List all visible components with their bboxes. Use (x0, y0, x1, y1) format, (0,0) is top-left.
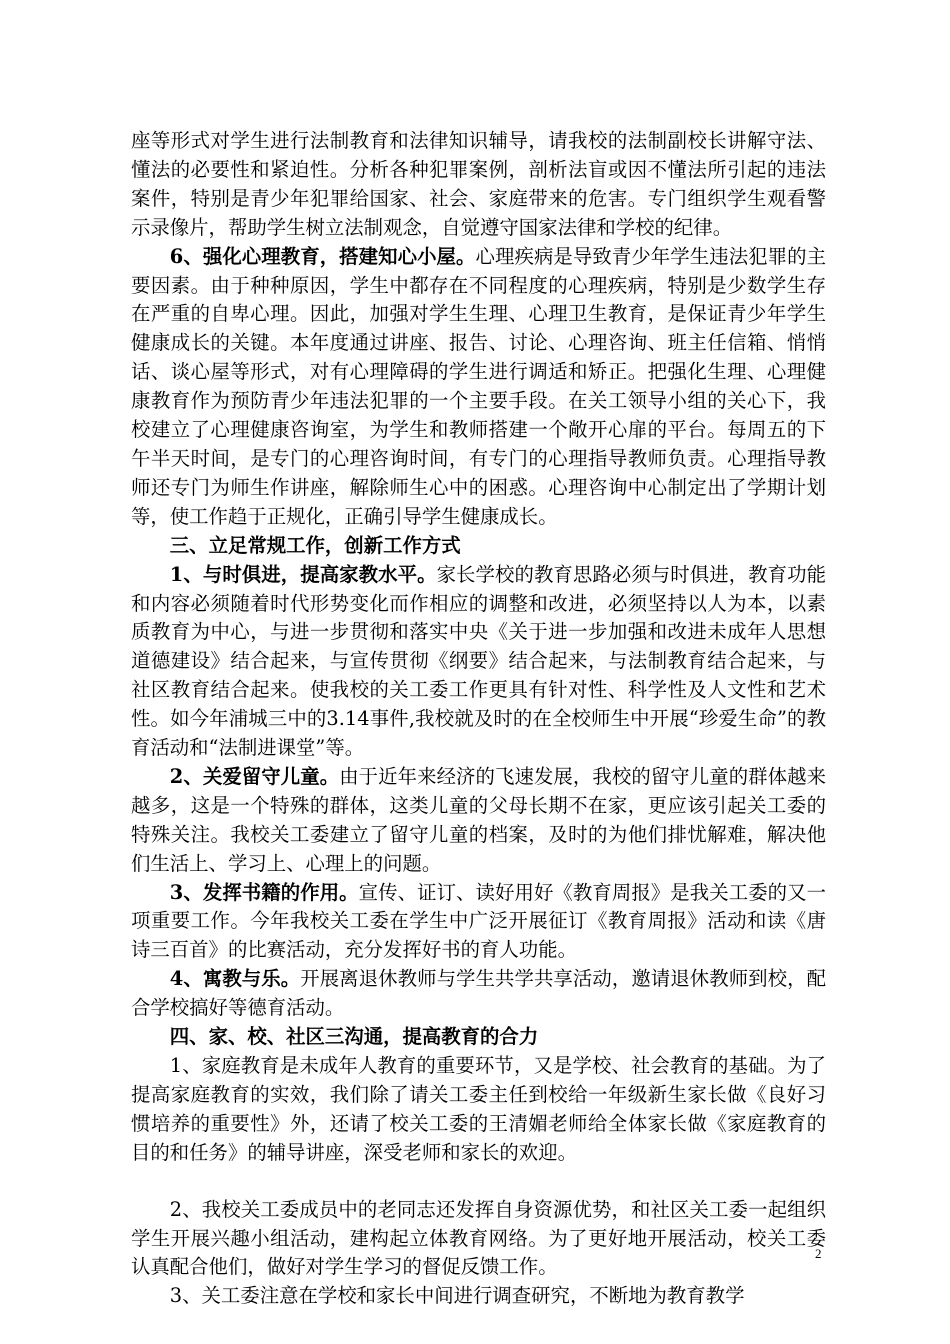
paragraph-text: 开展离退休教师与学生共学共享活动，邀请退休教师到校，配合学校搞好等德育活动。 (131, 967, 826, 1020)
paragraph-lead-heading: 2、关爱留守儿童。 (169, 764, 340, 788)
paragraph-lead-heading: 3、发挥书籍的作用。 (169, 880, 359, 904)
paragraph-left-behind-children (131, 763, 826, 879)
paragraph-teaching-joy (131, 965, 826, 1023)
paragraph-family-education (131, 1052, 826, 1168)
page-number: 2 (815, 1246, 822, 1261)
paragraph-text: 座等形式对学生进行法制教育和法律知识辅导，请我校的法制副校长讲解守法、懂法的必要性和紧迫性。分析各种犯罪案例，剖析法盲或因不懂法所引起的违法案件，特别是青少年犯罪给国家、社会、家庭带来的危害。专门组织学生观看警示录像片，帮助学生树立法制观念，自觉遵守国家法律和学校的纪律。 (131, 129, 826, 239)
paragraph-text: 家长学校的教育思路必须与时俱进，教育功能和内容必须随着时代形势变化而作相应的调整和改进，必须坚持以人为本，以素质教育为中心，与进一步贯彻和落实中央《关于进一步加强和改进未成年人思想道德建设》结合起来，与宣传贯彻《纲要》结合起来，与法制教育结合起来，与社区教育结合起来。使我校的关工委工作更具有针对性、科学性及人文性和艺术性。如今年浦城三中的3.14事件,我校就及时的在全校师生中开展“珍爱生命”的教育活动和“法制进课堂”等。 (131, 562, 826, 760)
paragraph-text: 宣传、证订、读好用好《教育周报》是我关工委的又一项重要工作。今年我校关工委在学生中广泛开展征订《教育周报》活动和读《唐诗三百首》的比赛活动，充分发挥好书的育人功能。 (131, 880, 827, 962)
paragraph-text: 2、我校关工委成员中的老同志还发挥自身资源优势，和社区关工委一起组织学生开展兴趣小组活动，建构起立体教育网络。为了更好地开展活动，校关工委认真配合他们，做好对学生学习的督促反馈工作。 (131, 1197, 826, 1279)
section-heading-communication (131, 1023, 826, 1052)
paragraph-lead-heading: 4、寓教与乐。 (169, 967, 301, 991)
paragraph-text: 3、关工委注意在学校和家长中间进行调查研究，不断地为教育教学 (169, 1284, 745, 1308)
paragraph-text: 1、家庭教育是未成年人教育的重要环节，又是学校、社会教育的基础。为了提高家庭教育的实效，我们除了请关工委主任到校给一年级新生家长做《良好习惯培养的重要性》外，还请了校关工委的王清媚老师给全体家长做《家庭教育的目的和任务》的辅导讲座，深受老师和家长的欢迎。 (131, 1054, 826, 1164)
paragraph-text: 心理疾病是导致青少年学生违法犯罪的主要因素。由于种种原因，学生中都存在不同程度的心理疾病，特别是少数学生存在严重的自卑心理。因此，加强对学生生理、心理卫生教育，是保证青少年学生健康成长的关键。本年度通过讲座、报告、讨论、心理咨询、班主任信箱、悄悄话、谈心屋等形式，对有心理障碍的学生进行调适和矫正。把强化生理、心理健康教育作为预防青少年违法犯罪的一个主要手段。在关工领导小组的关心下，我校建立了心理健康咨询室，为学生和教师搭建一个敞开心扉的平台。每周五的下午半天时间，是专门的心理咨询时间，有专门的心理指导教师负责。心理指导教师还专门为师生作讲座，解除师生心中的困惑。心理咨询中心制定出了学期计划等，使工作趋于正规化，正确引导学生健康成长。 (131, 244, 826, 528)
paragraph-research (131, 1282, 826, 1311)
paragraph-legal-education (131, 127, 826, 243)
paragraph-lead-heading: 1、与时俱进，提高家教水平。 (169, 562, 437, 586)
document-body (131, 127, 826, 1311)
paragraph-psychological-education (131, 243, 826, 532)
paragraph-keep-pace (131, 561, 826, 763)
section-heading-text: 三、立足常规工作，创新工作方式 (169, 533, 461, 557)
paragraph-books-role (131, 879, 826, 966)
section-heading-text: 四、家、校、社区三沟通，提高教育的合力 (169, 1025, 539, 1049)
paragraph-lead-heading: 6、强化心理教育，搭建知心小屋。 (169, 244, 476, 268)
section-heading-routine-work (131, 532, 826, 561)
paragraph-text: 由于近年来经济的飞速发展，我校的留守儿童的群体越来越多，这是一个特殊的群体，这类儿童的父母长期不在家，更应该引起关工委的特殊关注。我校关工委建立了留守儿童的档案，及时的为他们排忧解难，解决他们生活上、学习上、心理上的问题。 (131, 764, 826, 875)
paragraph-senior-members (131, 1196, 826, 1283)
